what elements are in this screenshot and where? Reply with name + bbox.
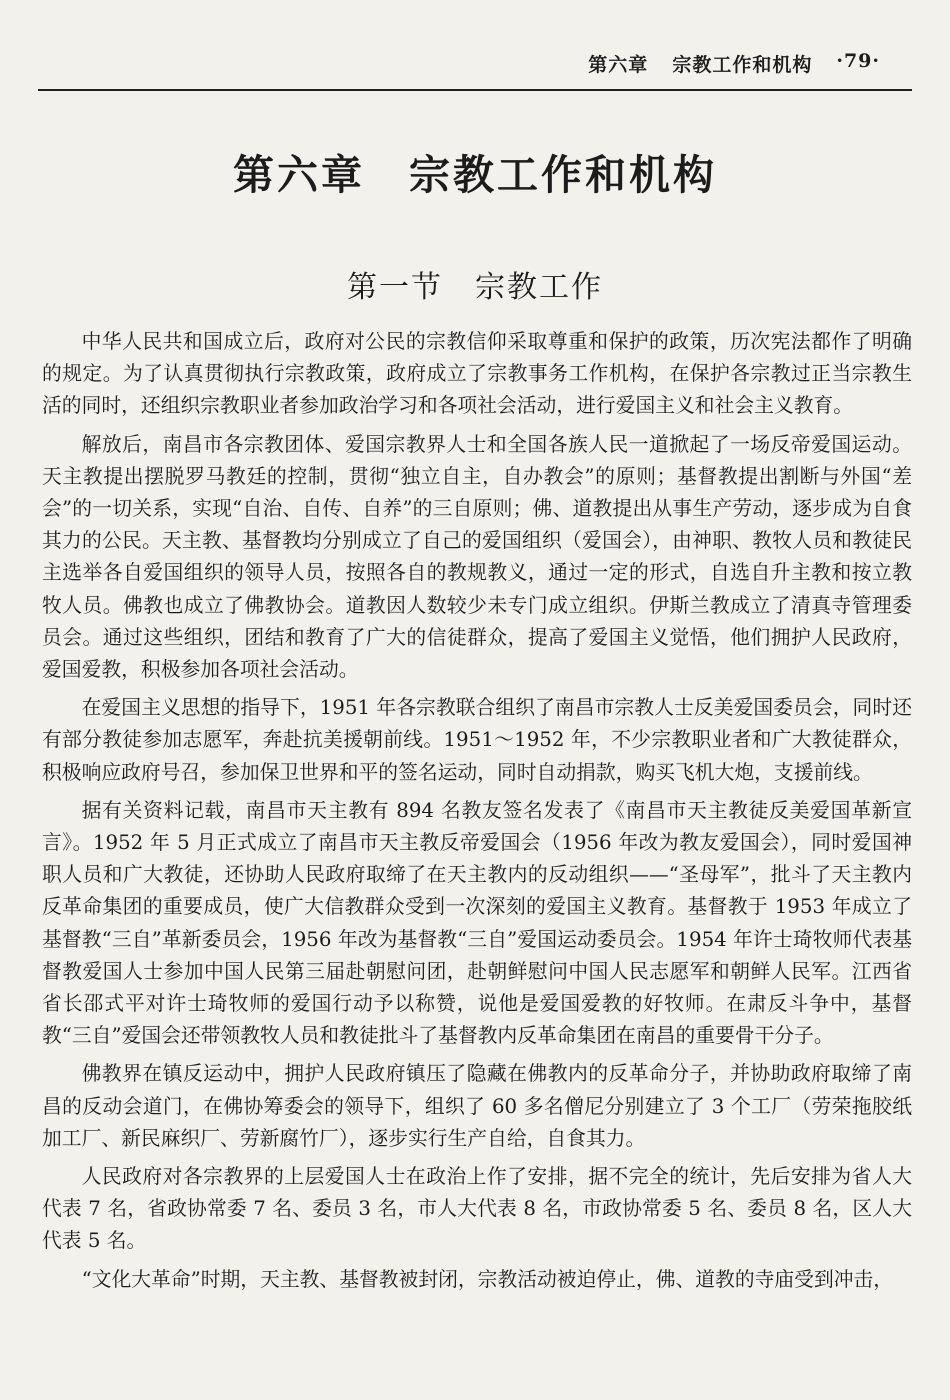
running-header-title: 宗教工作和机构 xyxy=(672,54,813,76)
running-header-chapter: 第六章 xyxy=(588,54,649,76)
paragraph: 人民政府对各宗教界的上层爱国人士在政治上作了安排，据不完全的统计，先后安排为省人大代表 7 名，省政协常委 7 名、委员 3 名，市人大代表 8 名，市政协常委 5 名、委员 8 名，区人大代表 5 名。 xyxy=(42,1165,912,1253)
body-text xyxy=(42,326,912,1302)
paragraph: 佛教界在镇反运动中，拥护人民政府镇压了隐藏在佛教内的反革命分子，并协助政府取缔了南昌的反动会道门，在佛协筹委会的领导下，组织了 60 多名僧尼分别建立了 3 个工厂（劳荣拖胶纸加工厂、新民麻织厂、劳新腐竹厂），逐步实行生产自给，自食其力。 xyxy=(42,1062,912,1150)
paragraph: 中华人民共和国成立后，政府对公民的宗教信仰采取尊重和保护的政策，历次宪法都作了明确的规定。为了认真贯彻执行宗教政策，政府成立了宗教事务工作机构，在保护各宗教过正当宗教生活的同时，还组织宗教职业者参加政治学习和各项社会活动，进行爱国主义和社会主义教育。 xyxy=(42,330,912,418)
header-rule xyxy=(38,89,912,91)
paragraph: 在爱国主义思想的指导下，1951 年各宗教联合组织了南昌市宗教人士反美爱国委员会，同时还有部分教徒参加志愿军，奔赴抗美援朝前线。1951～1952 年，不少宗教职业者和广大教徒群众，积极响应政府号召，参加保卫世界和平的签名运动，同时自动捐款，购买飞机大炮，支援前线。 xyxy=(42,696,912,784)
page-number: ·79· xyxy=(836,50,880,72)
chapter-title: 第六章 宗教工作和机构 xyxy=(233,151,717,199)
paragraph: 解放后，南昌市各宗教团体、爱国宗教界人士和全国各族人民一道掀起了一场反帝爱国运动。天主教提出摆脱罗马教廷的控制，贯彻“独立自主，自办教会”的原则；基督教提出割断与外国“差会”的一切关系，实现“自治、自传、自养”的三自原则；佛、道教提出从事生产劳动，逐步成为自食其力的公民。天主教、基督教均分别成立了自己的爱国组织（爱国会），由神职、教牧人员和教徒民主选举各自爱国组织的领导人员，按照各自的教规教义，通过一定的形式，自选自升主教和按立教牧人员。佛教也成立了佛教协会。道教因人数较少未专门成立组织。伊斯兰教成立了清真寺管理委员会。通过这些组织，团结和教育了广大的信徒群众，提高了爱国主义觉悟，他们拥护人民政府，爱国爱教，积极参加各项社会活动。 xyxy=(42,432,912,682)
paragraph: “文化大革命”时期，天主教、基督教被封闭，宗教活动被迫停止，佛、道教的寺庙受到冲击， xyxy=(81,1267,894,1291)
section-title: 第一节 宗教工作 xyxy=(347,270,603,305)
paragraph: 据有关资料记载，南昌市天主教有 894 名教友签名发表了《南昌市天主教徒反美爱国革新宣言》。1952 年 5 月正式成立了南昌市天主教反帝爱国会（1956 年改为教友爱国会），同时爱国神职人员和广大教徒，还协助人民政府取缔了在天主教内的反动组织——“圣母军”，批斗了天主教内反革命集团的重要成员，使广大信教群众受到一次深刻的爱国主义教育。基督教于 1953 年成立了基督教“三自”革新委员会，1956 年改为基督教“三自”爱国运动委员会。1954 年许士琦牧师代表基督教爱国人士参加中国人民第三届赴朝慰问团，赴朝鲜慰问中国人民志愿军和朝鲜人民军。江西省省长邵式平对许士琦牧师的爱国行动予以称赞，说他是爱国爱教的好牧师。在肃反斗争中，基督教“三自”爱国会还带领教牧人员和教徒批斗了基督教内反革命集团在南昌的重要骨干分子。 xyxy=(42,798,912,1048)
running-header xyxy=(588,50,880,77)
